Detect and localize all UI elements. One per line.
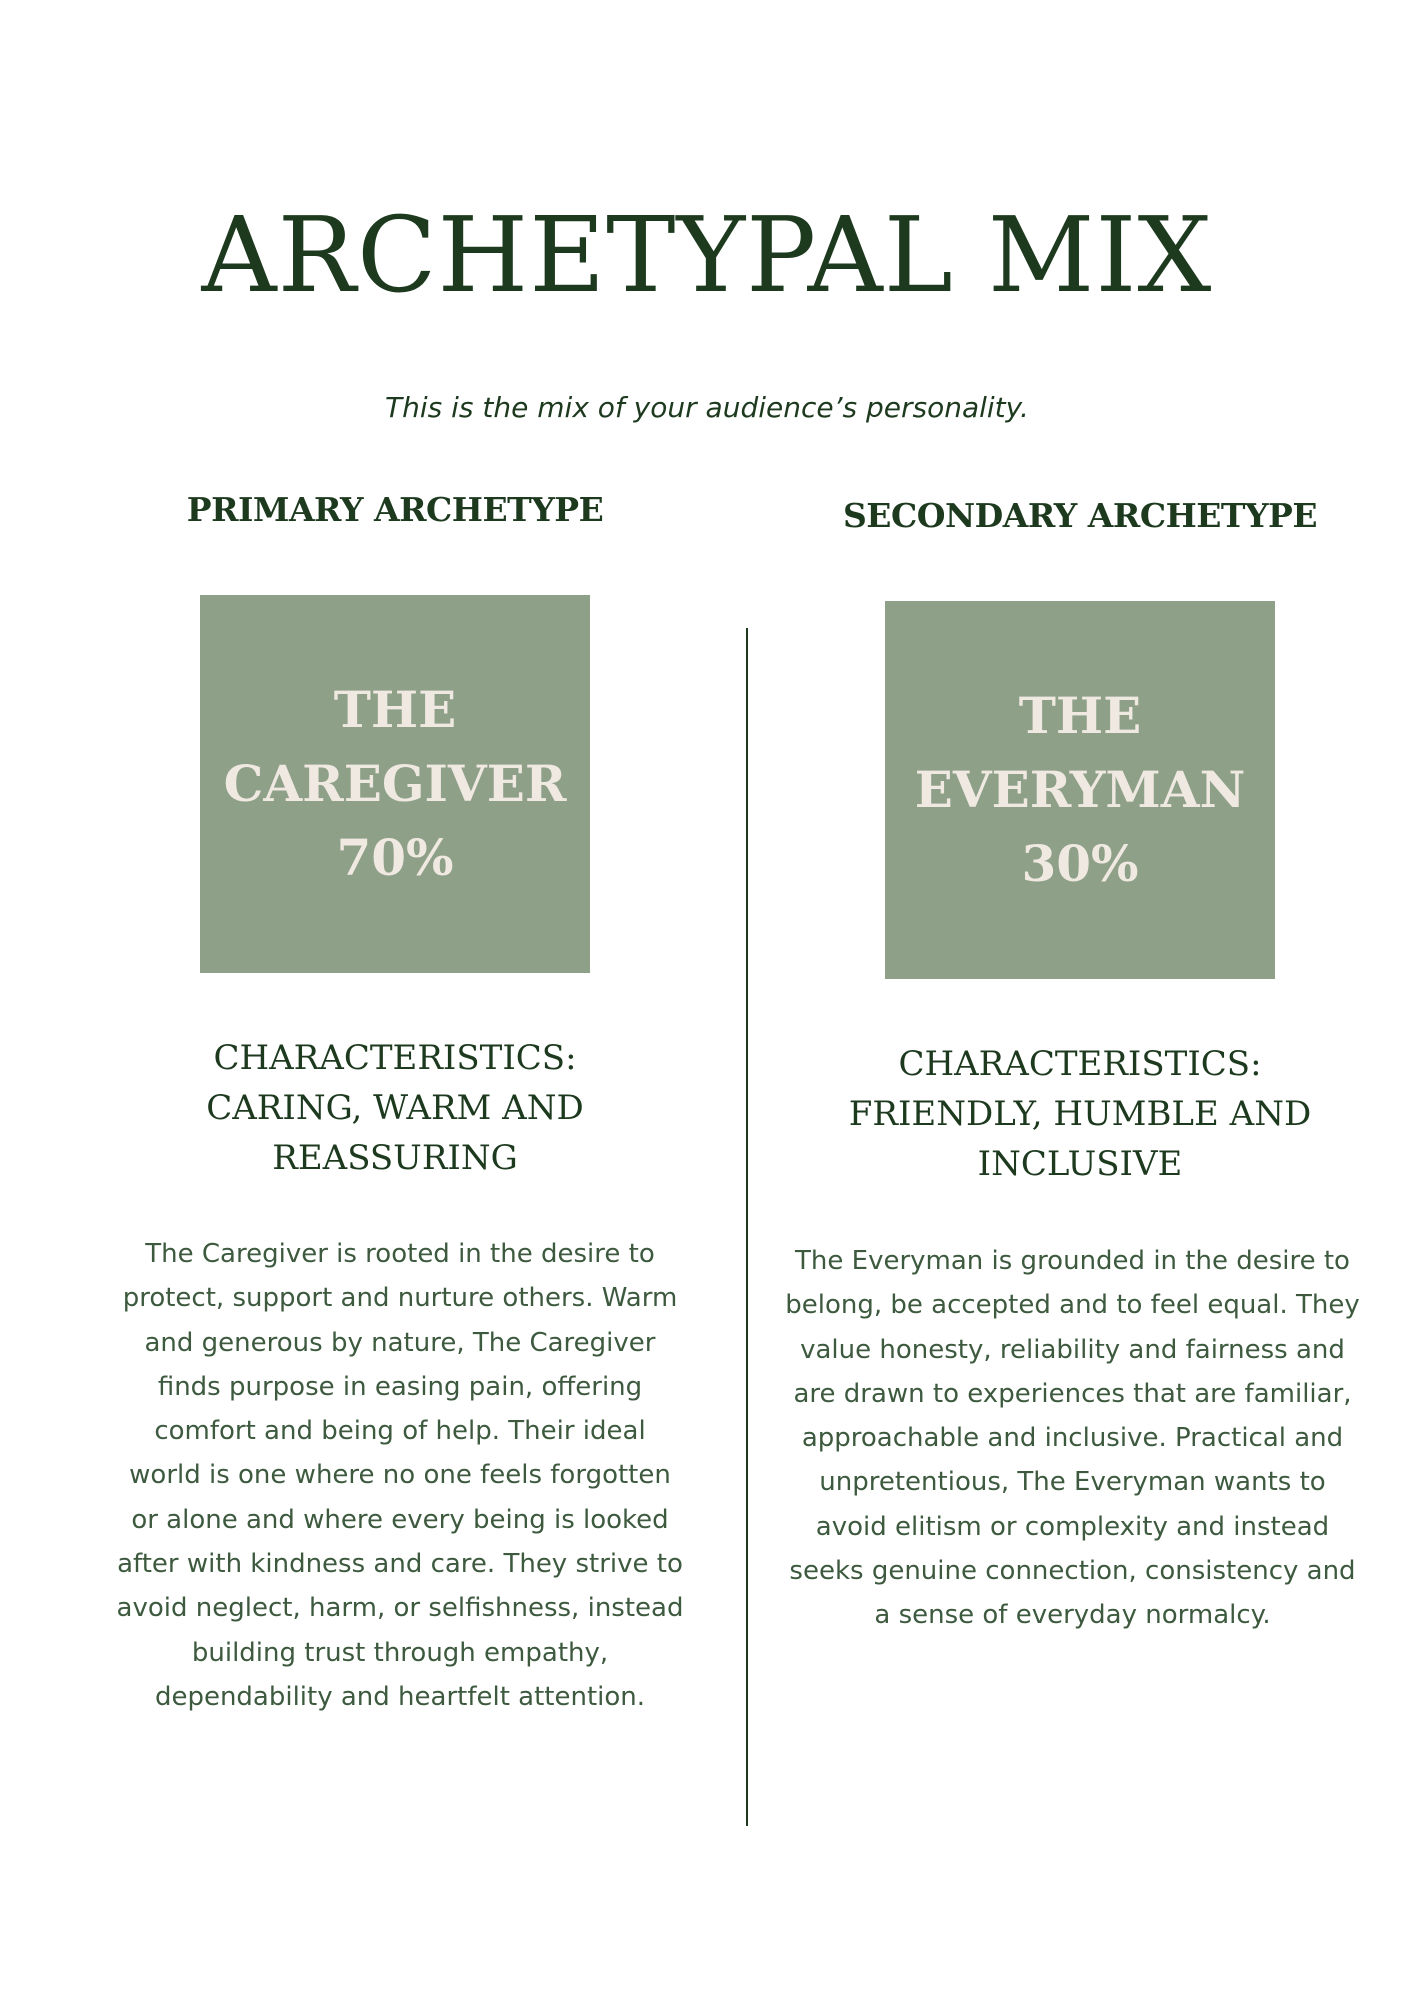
secondary-characteristics-line-3: INCLUSIVE [977,1144,1183,1184]
column-divider [746,628,748,1826]
primary-characteristics-line-2: CARING, WARM AND [206,1088,584,1128]
primary-description: The Caregiver is rooted in the desire to protect, support and nurture others. Warm and generous by nature, The Caregiver finds purpose in easing pain, offering comfort and being of help. Their ideal world is one where no one feels forgotten or alone and where every being is looked after with kindness and care. They strive to avoid neglect, harm, or selfishness, instead building trust through empathy, dependability and heartfelt attention. [116,1239,684,1712]
secondary-description: The Everyman is grounded in the desire to belong, be accepted and to feel equal. They value honesty, reliability and fairness and are drawn to experiences that are familiar, approachable and inclusive. Practical and unpretentious, The Everyman wants to avoid elitism or complexity and instead seeks genuine connection, consistency and a sense of everyday normalcy. [785,1246,1360,1631]
secondary-characteristics-line-2: FRIENDLY, HUMBLE AND [848,1094,1312,1134]
secondary-archetype-card [885,601,1275,979]
page-subtitle: This is the mix of your audience’s personality. [385,391,1029,424]
secondary-archetype-heading: SECONDARY ARCHETYPE [842,496,1318,535]
page-title: ARCHETYPAL MIX [201,194,1213,316]
primary-characteristics [115,1033,675,1183]
primary-card-line-1: THE [333,680,457,739]
primary-archetype-card [200,595,590,973]
primary-characteristics-line-3: REASSURING [272,1138,518,1178]
primary-archetype-heading: PRIMARY ARCHETYPE [186,490,604,529]
secondary-characteristics [800,1039,1360,1189]
secondary-card-percent: 30% [1021,834,1139,893]
primary-characteristics-line-1: CHARACTERISTICS: [213,1038,577,1078]
secondary-characteristics-line-1: CHARACTERISTICS: [898,1044,1262,1084]
primary-card-percent: 70% [336,828,454,887]
secondary-card-line-1: THE [1018,686,1142,745]
secondary-card-line-2: EVERYMAN [914,760,1246,819]
primary-card-line-2: CAREGIVER [223,754,567,813]
